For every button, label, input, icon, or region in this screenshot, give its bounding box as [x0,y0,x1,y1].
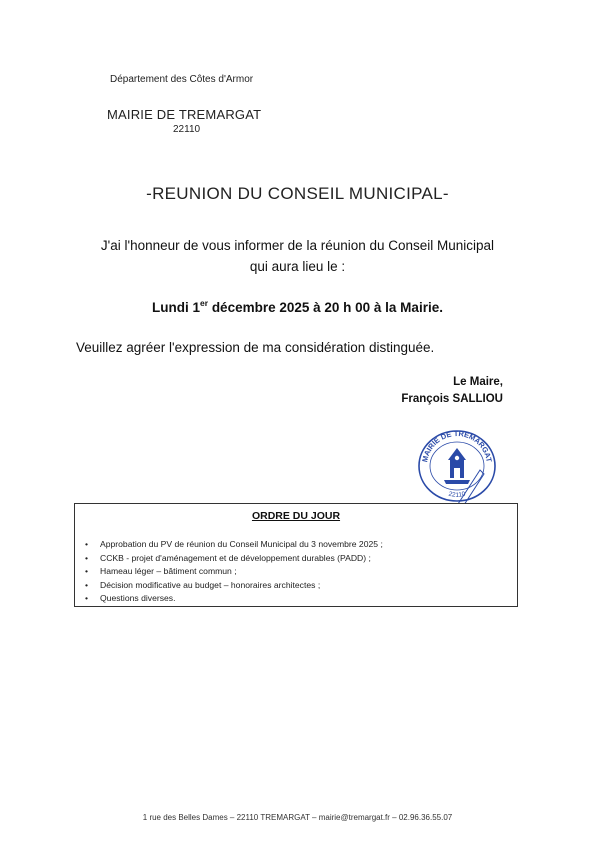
agenda-item: • CCKB - projet d'aménagement et de développement durables (PADD) ; [85,552,383,566]
bullet-icon: • [85,593,89,604]
meeting-date [0,298,595,315]
agenda-box [74,503,518,607]
intro-line-1: J'ai l'honneur de vous informer de la réunion du Conseil Municipal [100,238,495,253]
date-prefix: Lundi 1 [152,300,201,315]
bullet-icon: • [85,566,89,577]
signature-role: Le Maire, [453,376,503,388]
bullet-icon: • [85,552,89,563]
document-title: -REUNION DU CONSEIL MUNICIPAL- [146,184,449,203]
signature-name: François SALLIOU [401,393,503,405]
department-label: Département des Côtes d'Armor [110,74,254,85]
agenda-item: • Décision modificative au budget – honoraires architectes ; [85,579,383,593]
closing-formula: Veuillez agréer l'expression de ma considération distinguée. [76,340,435,355]
stamp-text-top: MAIRIE DE TREMARGAT [420,428,494,463]
stamp-text-bottom: 22110 [447,490,467,499]
agenda-item: • Approbation du PV de réunion du Conseil Municipal du 3 novembre 2025 ; [85,538,383,552]
bullet-icon: • [85,579,89,590]
date-suffix: décembre 2025 à 20 h 00 à la Mairie. [208,300,443,315]
bullet-icon: • [85,539,89,549]
stamp-emblem [444,448,470,484]
agenda-item: • Hameau léger – bâtiment commun ; [85,565,383,579]
agenda-list [85,538,383,606]
footer-contact: 1 rue des Belles Dames – 22110 TREMARGAT – mairie@tremargat.fr – 02.96.36.55.07 [142,813,453,822]
agenda-item: • Questions diverses. [85,592,383,606]
date-ordinal: er [200,298,209,308]
mairie-stamp [414,424,500,504]
postal-code: 22110 [173,124,201,135]
agenda-heading: ORDRE DU JOUR [251,510,341,522]
mairie-name: MAIRIE DE TREMARGAT [107,107,262,122]
intro-line-2: qui aura lieu le : [249,259,346,274]
